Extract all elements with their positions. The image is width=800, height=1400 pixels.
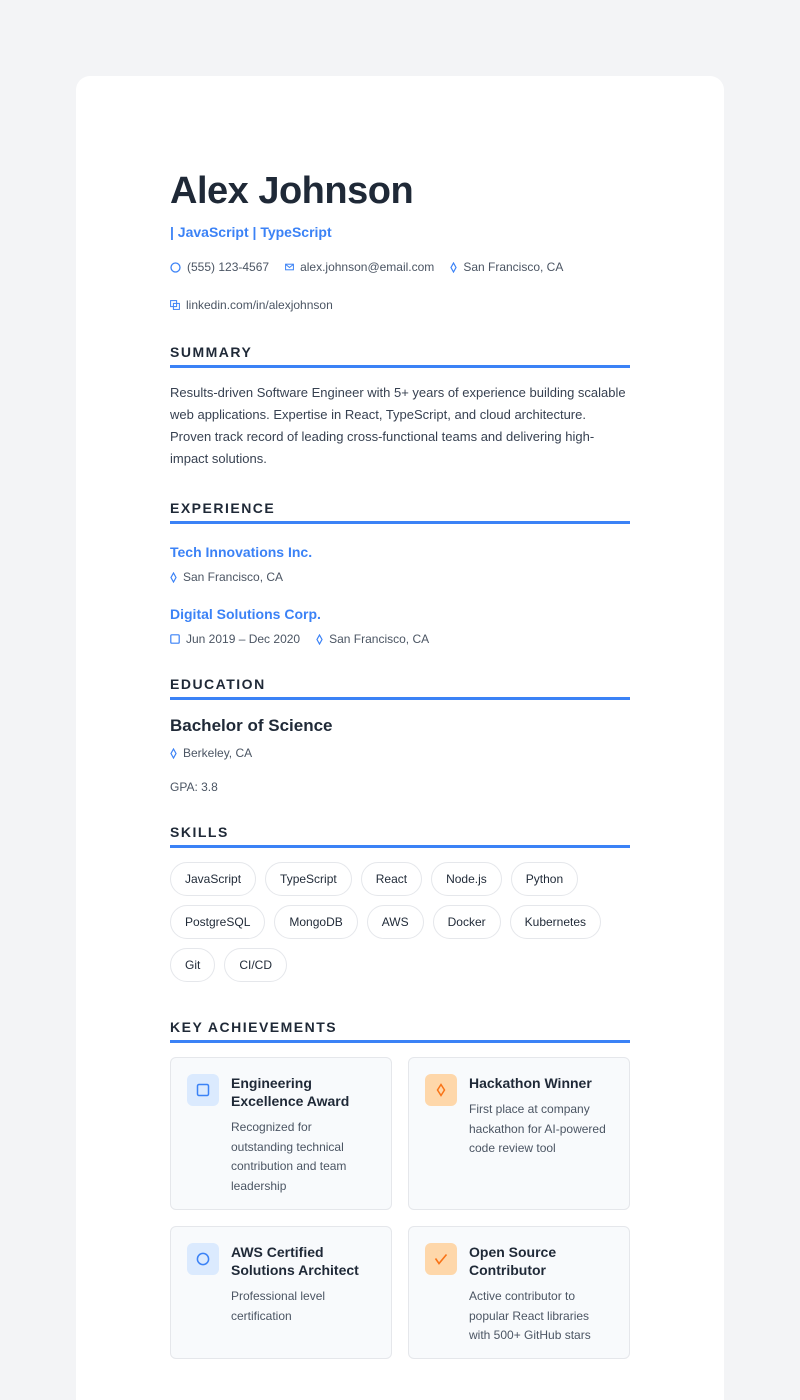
achievement-card: [408, 1057, 630, 1210]
achievement-card: [170, 1226, 392, 1359]
job-company: Tech Innovations Inc.: [170, 544, 313, 560]
summary-heading: SUMMARY: [170, 344, 630, 368]
skill-tag: CI/CD: [224, 948, 287, 982]
skill-tag: JavaScript: [170, 862, 256, 896]
contact-phone[interactable]: [170, 260, 269, 274]
skills-section: [170, 824, 630, 991]
achievement-title: Open Source Contributor: [469, 1244, 557, 1278]
achievement-card: [408, 1226, 630, 1359]
location-text: San Francisco, CA: [463, 260, 564, 274]
achievement-body: [469, 1074, 613, 1193]
education-section: [170, 676, 630, 794]
skill-tag: Kubernetes: [510, 905, 601, 939]
skill-tag: AWS: [367, 905, 424, 939]
achievement-body: [231, 1074, 375, 1193]
circle-icon: [187, 1243, 219, 1275]
skill-tag: Docker: [433, 905, 501, 939]
phone-icon: [170, 262, 181, 273]
email-text: alex.johnson@email.com: [300, 260, 435, 274]
achievements-section: [170, 1019, 630, 1359]
skill-tag: TypeScript: [265, 862, 352, 896]
square-icon: [187, 1074, 219, 1106]
education-heading: EDUCATION: [170, 676, 630, 700]
job-meta: [170, 632, 630, 646]
job-dates-text: Jun 2019 – Dec 2020: [186, 632, 301, 646]
resume-content: [170, 168, 630, 1359]
education-meta: [170, 746, 630, 760]
achievement-desc: Active contributor to popular React libraries with 500+ GitHub stars: [469, 1289, 591, 1342]
calendar-icon: [170, 634, 180, 644]
contact-email[interactable]: [285, 260, 434, 274]
achievement-card: [170, 1057, 392, 1210]
linkedin-icon: [170, 300, 180, 310]
achievement-title: Hackathon Winner: [469, 1075, 592, 1091]
location-icon: [316, 634, 323, 645]
education-location: [170, 746, 252, 760]
location-icon: [450, 262, 457, 273]
achievements-grid: [170, 1057, 630, 1359]
skill-tag: Python: [511, 862, 578, 896]
job-entry: [170, 604, 630, 646]
skill-tag: Node.js: [431, 862, 502, 896]
skill-tag: PostgreSQL: [170, 905, 265, 939]
job-location-text: San Francisco, CA: [329, 632, 430, 646]
skill-tag: MongoDB: [274, 905, 357, 939]
achievement-title: Engineering Excellence Award: [231, 1075, 350, 1109]
achievements-heading: KEY ACHIEVEMENTS: [170, 1019, 630, 1043]
job-location-text: San Francisco, CA: [183, 570, 284, 584]
candidate-name: Alex Johnson: [170, 170, 414, 212]
summary-section: [170, 344, 630, 470]
gpa-text: GPA: 3.8: [170, 780, 218, 794]
experience-section: [170, 500, 630, 646]
achievement-title: AWS Certified Solutions Architect: [231, 1244, 359, 1278]
linkedin-text: linkedin.com/in/alexjohnson: [186, 298, 333, 312]
job-location: [316, 632, 429, 646]
job-meta: [170, 570, 630, 584]
phone-text: (555) 123-4567: [187, 260, 270, 274]
achievement-desc: Recognized for outstanding technical contribution and team leadership: [231, 1120, 347, 1193]
contact-linkedin[interactable]: [170, 298, 333, 312]
location-icon: [170, 572, 177, 583]
job-entry: [170, 542, 630, 584]
diamond-icon: [425, 1074, 457, 1106]
experience-heading: EXPERIENCE: [170, 500, 630, 524]
job-company: Digital Solutions Corp.: [170, 606, 321, 622]
achievement-body: [231, 1243, 375, 1342]
job-location: [170, 570, 283, 584]
contact-row: [170, 258, 630, 276]
summary-text: Results-driven Software Engineer with 5+ years of experience building scalable web applications. Expertise in React, TypeScript, and cloud architecture. Proven track record of leading cross-functional teams and delivering high-impact solutions.: [170, 385, 626, 466]
achievement-body: [469, 1243, 613, 1342]
job-dates: [170, 632, 300, 646]
check-icon: [425, 1243, 457, 1275]
skills-list: [170, 862, 630, 991]
location-icon: [170, 748, 177, 759]
skill-tag: Git: [170, 948, 215, 982]
contact-location: [450, 260, 563, 274]
resume-card: [76, 76, 724, 1400]
contact-row-2: [170, 296, 630, 314]
degree-title: Bachelor of Science: [170, 716, 333, 735]
skill-tag: React: [361, 862, 422, 896]
candidate-title: | JavaScript | TypeScript: [170, 224, 332, 240]
skills-heading: SKILLS: [170, 824, 630, 848]
achievement-desc: Professional level certification: [231, 1289, 326, 1323]
education-location-text: Berkeley, CA: [183, 746, 253, 760]
achievement-desc: First place at company hackathon for AI-powered code review tool: [469, 1102, 606, 1155]
email-icon: [285, 263, 294, 271]
